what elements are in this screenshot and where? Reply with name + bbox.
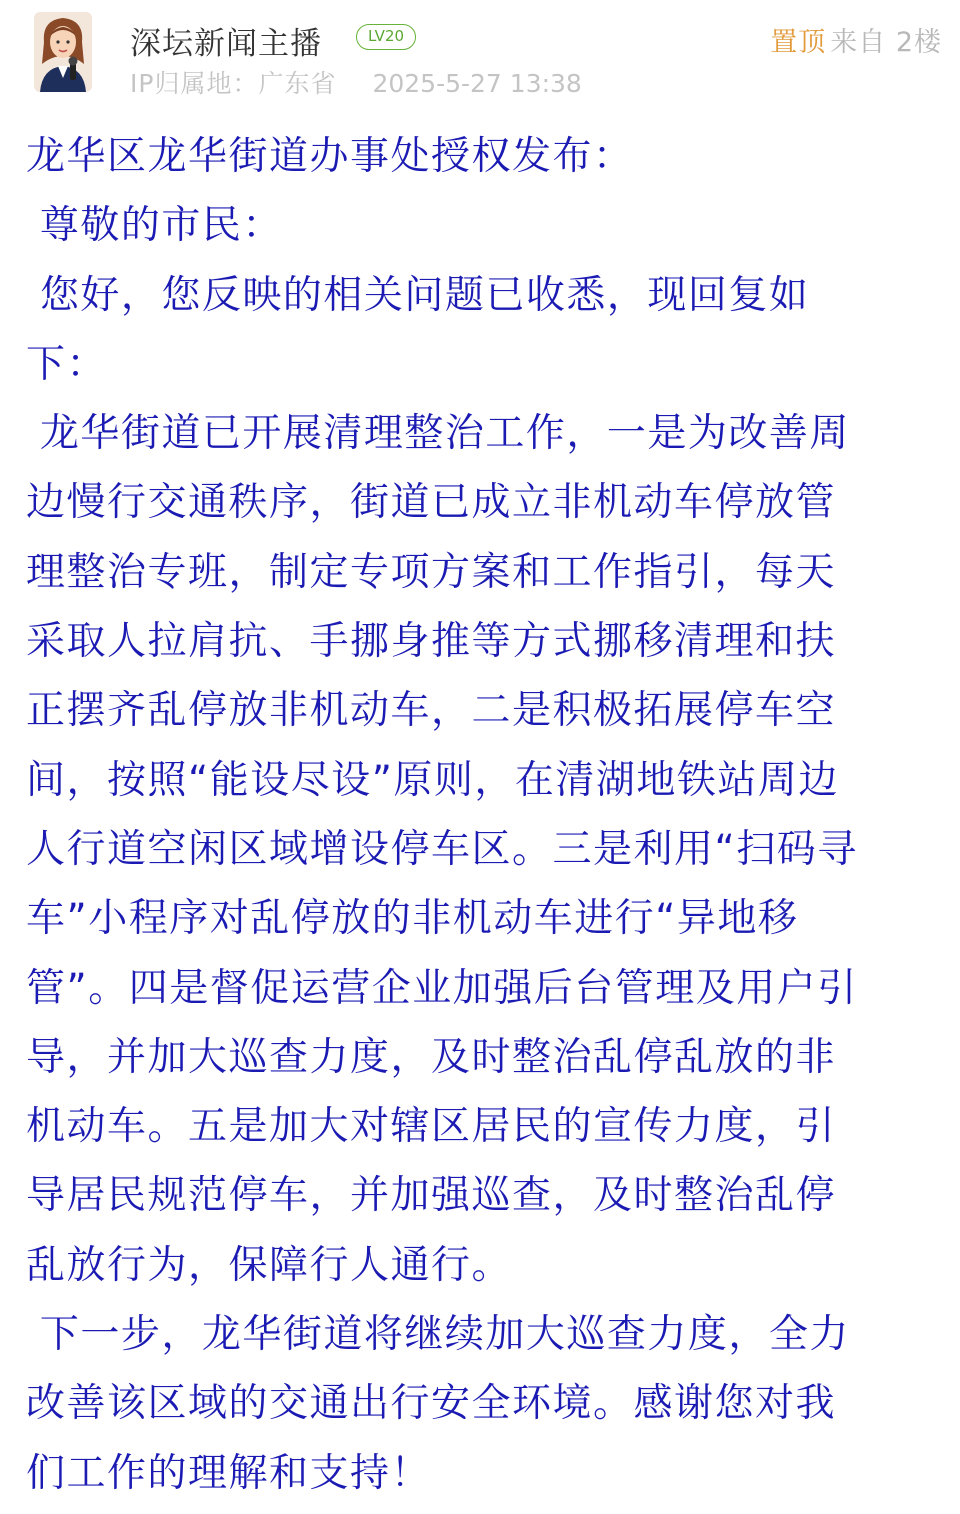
post-text-line: 正摆齐乱停放非机动车，二是积极拓展停车空 bbox=[26, 688, 837, 734]
post-timestamp: 2025-5-27 13:38 bbox=[372, 69, 582, 98]
post-meta bbox=[130, 64, 582, 100]
post-text-line: 龙华街道已开展清理整治工作，一是为改善周 bbox=[26, 411, 850, 457]
post-position-info bbox=[770, 20, 942, 59]
level-badge: LV20 bbox=[356, 24, 416, 50]
avatar-image bbox=[34, 12, 92, 92]
post-text-line: 车”小程序对乱停放的非机动车进行“异地移 bbox=[26, 896, 799, 942]
post-text-line: 导，并加大巡查力度，及时整治乱停乱放的非 bbox=[26, 1034, 837, 1080]
ip-location: IP归属地：广东省 bbox=[130, 69, 337, 98]
post-text-line: 尊敬的市民： bbox=[26, 203, 283, 249]
author-name[interactable]: 深坛新闻主播 bbox=[130, 26, 322, 62]
avatar[interactable] bbox=[34, 12, 92, 92]
post-text-line: 机动车。五是加大对辖区居民的宣传力度，引 bbox=[26, 1104, 837, 1150]
post-content bbox=[26, 122, 946, 1508]
post-text-line: 边慢行交通秩序，街道已成立非机动车停放管 bbox=[26, 480, 837, 526]
pinned-label[interactable]: 置顶 bbox=[770, 27, 827, 58]
post-text-line: 下： bbox=[26, 341, 108, 387]
post-text-line: 您好，您反映的相关问题已收悉，现回复如 bbox=[26, 272, 810, 318]
post-text-line: 改善该区域的交通出行安全环境。感谢您对我 bbox=[26, 1381, 837, 1427]
post-text-line: 管”。四是督促运营企业加强后台管理及用户引 bbox=[26, 965, 858, 1011]
post-text-line: 导居民规范停车，并加强巡查，及时整治乱停 bbox=[26, 1173, 837, 1219]
post-text-line: 理整治专班，制定专项方案和工作指引，每天 bbox=[26, 549, 837, 595]
post-text-line: 采取人拉肩抗、手挪身推等方式挪移清理和扶 bbox=[26, 619, 837, 665]
post-text-line: 间，按照“能设尽设”原则，在清湖地铁站周边 bbox=[26, 757, 839, 803]
floor-label: 来自 2楼 bbox=[830, 27, 942, 58]
post-text-line: 龙华区龙华街道办事处授权发布： bbox=[26, 134, 634, 179]
post-header bbox=[0, 0, 960, 110]
post-text-line: 人行道空闲区域增设停车区。三是利用“扫码寻 bbox=[26, 826, 858, 872]
post-text-line: 们工作的理解和支持！ bbox=[26, 1450, 432, 1496]
post-text-line: 下一步，龙华街道将继续加大巡查力度，全力 bbox=[26, 1312, 850, 1358]
post-text-line: 乱放行为，保障行人通行。 bbox=[26, 1242, 513, 1288]
